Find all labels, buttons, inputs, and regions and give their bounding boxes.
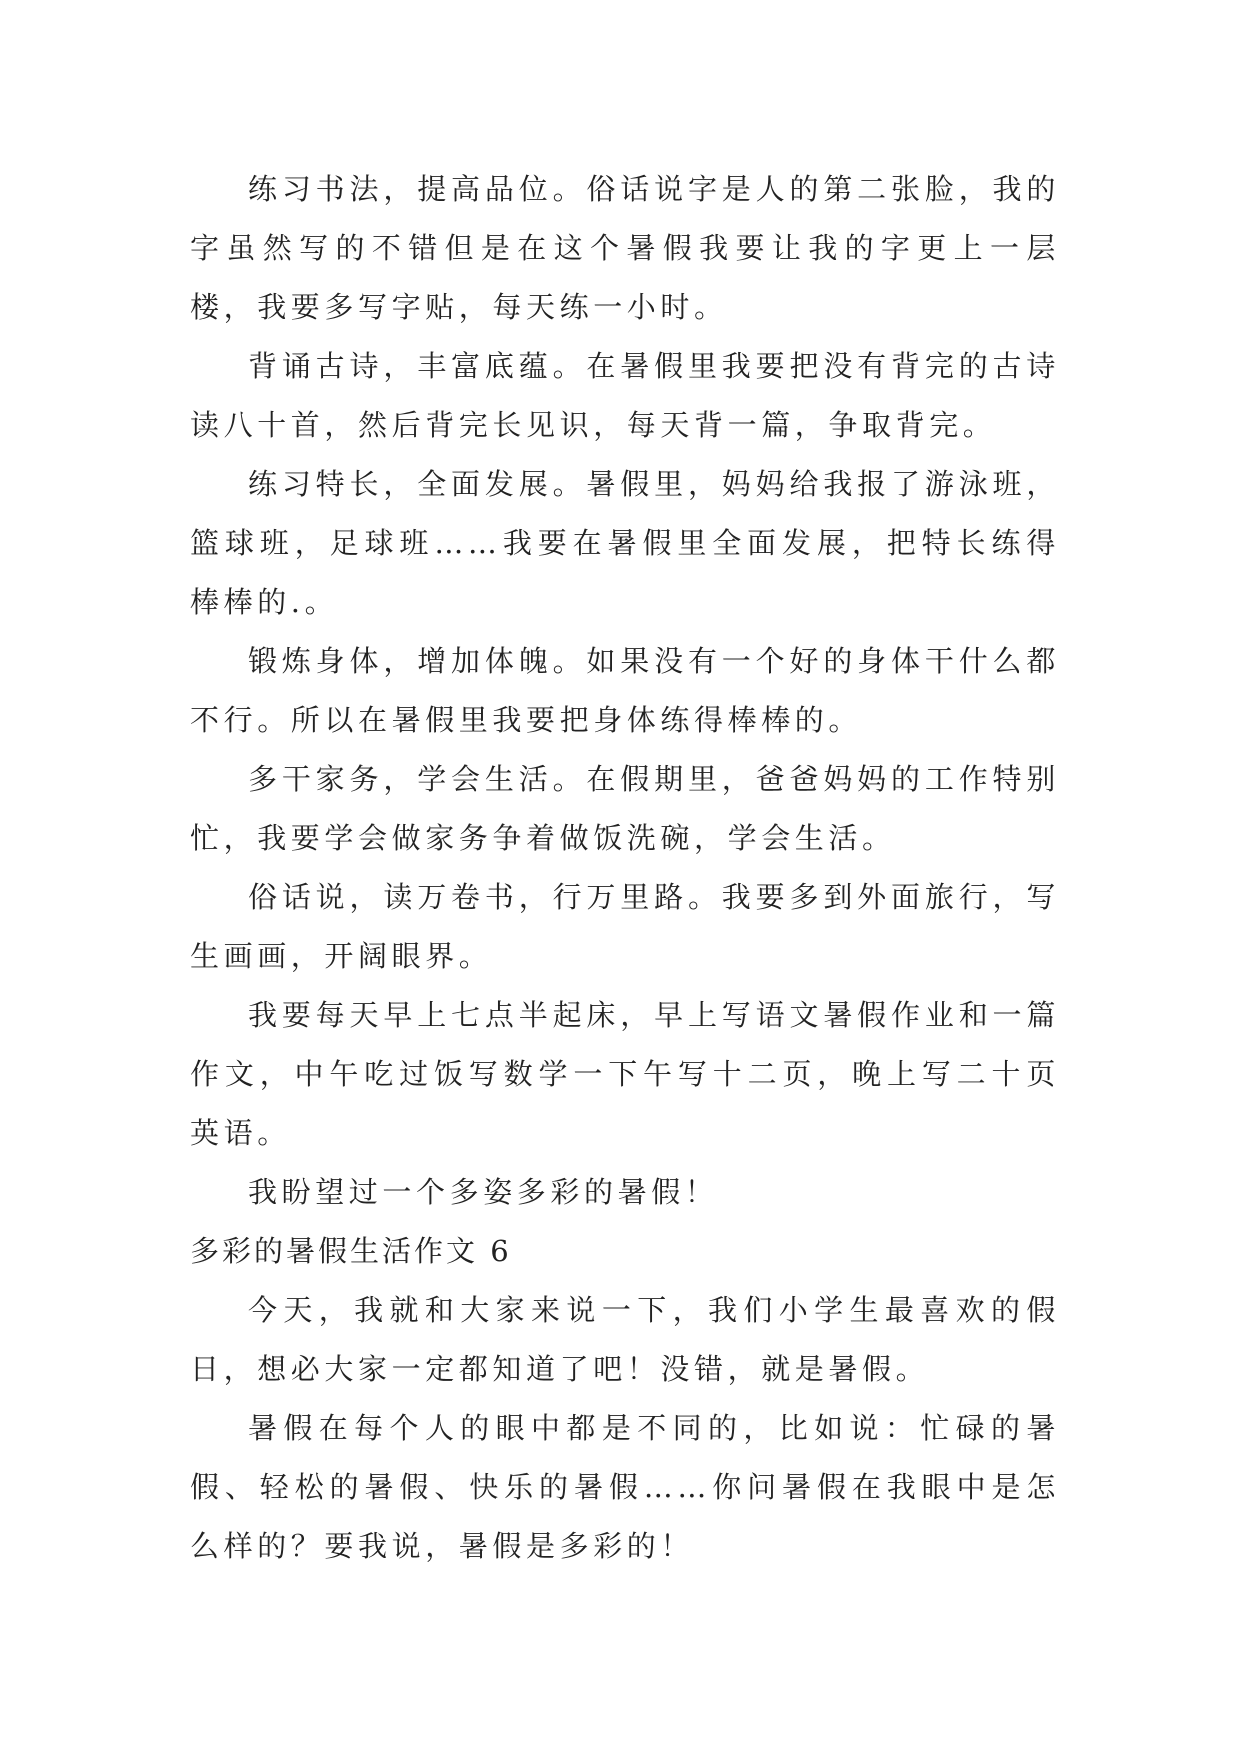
section-heading: 多彩的暑假生活作文 6 [190,1234,512,1268]
paragraph-colorful: 暑假在每个人的眼中都是不同的，比如说：忙碌的暑假、轻松的暑假、快乐的暑假……你问暑假在我眼中是怎么样的？要我说，暑假是多彩的！ [190,1411,1060,1563]
paragraph-exercise: 锻炼身体，增加体魄。如果没有一个好的身体干什么都不行。所以在暑假里我要把身体练得棒棒的。 [190,644,1060,737]
paragraph-hope: 我盼望过一个多姿多彩的暑假！ [248,1175,719,1209]
document-body [190,160,1060,1576]
paragraph-schedule: 我要每天早上七点半起床，早上写语文暑假作业和一篇作文，中午吃过饭写数学一下午写十二页，晚上写二十页英语。 [190,998,1060,1150]
paragraph-poetry: 背诵古诗，丰富底蕴。在暑假里我要把没有背完的古诗读八十首，然后背完长见识，每天背一篇，争取背完。 [190,349,1060,442]
paragraph-calligraphy: 练习书法，提高品位。俗话说字是人的第二张脸，我的字虽然写的不错但是在这个暑假我要让我的字更上一层楼，我要多写字贴，每天练一小时。 [190,172,1060,324]
paragraph-housework: 多干家务，学会生活。在假期里，爸爸妈妈的工作特别忙，我要学会做家务争着做饭洗碗，学会生活。 [190,762,1060,855]
paragraph-intro: 今天，我就和大家来说一下，我们小学生最喜欢的假日，想必大家一定都知道了吧！没错，就是暑假。 [190,1293,1060,1386]
paragraph-travel: 俗话说，读万卷书，行万里路。我要多到外面旅行，写生画画，开阔眼界。 [190,880,1060,973]
paragraph-specialty: 练习特长，全面发展。暑假里，妈妈给我报了游泳班，篮球班，足球班……我要在暑假里全面发展，把特长练得棒棒的.。 [190,467,1060,619]
